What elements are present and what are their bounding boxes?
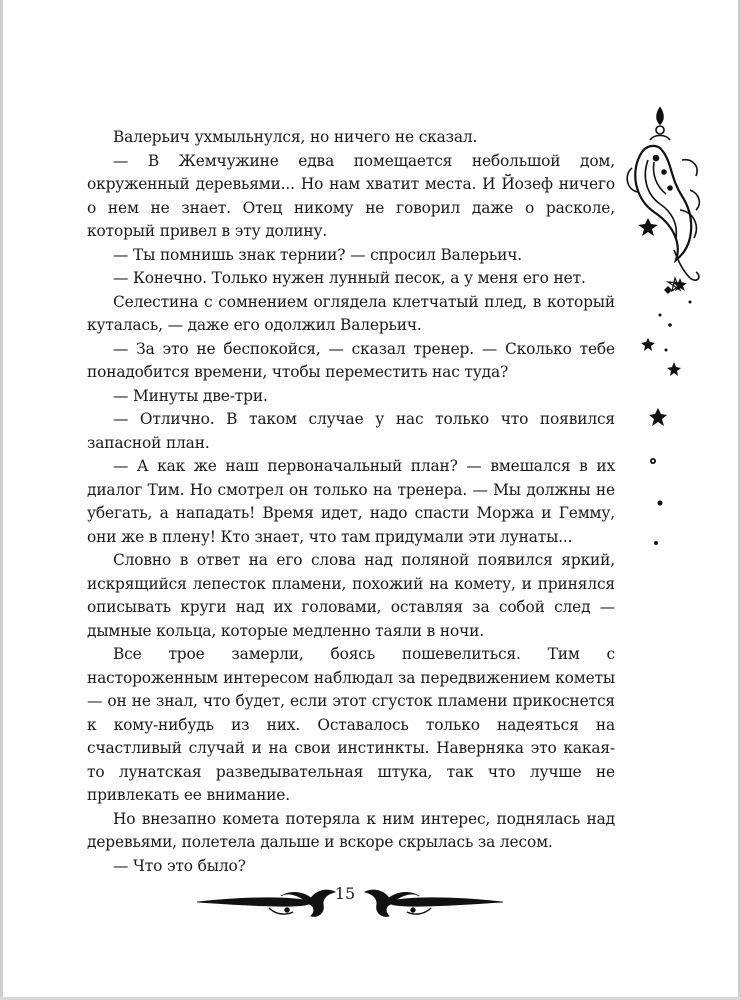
paragraph: — За это не беспокойся, — сказал тренер. — Сколько тебе понадобится времени, чтобы переместить нас туда?: [87, 339, 615, 381]
page-number: 15: [334, 884, 356, 903]
paragraph: — Отлично. В таком случае у нас только что появился запасной план.: [87, 410, 615, 452]
paragraph: — Что это было?: [113, 856, 246, 875]
paragraph: Селестина с сомнением оглядела клетчатый плед, в который куталась, — даже его одолжил Валерьич.: [87, 292, 615, 334]
paragraph: — Минуты две-три.: [113, 386, 268, 405]
paragraph: — В Жемчужине едва помещается небольшой дом, окруженный деревьями... Но нам хватит места. И Йозеф ничего о нем не знает. Отец никому не говорил даже о расколе, который привел в эту долину.: [87, 151, 615, 240]
paisley-ornament-icon: [620, 100, 720, 560]
paragraph: Но внезапно комета потеряла к ним интерес, поднялась над деревьями, полетела дальше и вскоре скрылась за лесом.: [87, 809, 615, 851]
paragraph: Валерьич ухмыльнулся, но ничего не сказал.: [113, 128, 478, 146]
paragraph: Все трое замерли, боясь пошевелиться. Тим с настороженным интересом наблюдал за передвижением кометы — он не знал, что будет, если этот сгусток пламени прикоснется к кому-нибудь из них. Оставалось только надеяться на счастливый случай и на свои инстинкты. Наверняка это какая-то лунатская разведывательная штука, так что лучше не привлекать ее внимание.: [87, 645, 615, 804]
page-border-left: [0, 0, 3, 1000]
paragraph: — Ты помнишь знак тернии? — спросил Валерьич.: [113, 245, 523, 264]
paragraph: — Конечно. Только нужен лунный песок, а у меня его нет.: [113, 269, 586, 287]
paragraph: — А как же наш первоначальный план? — вмешался в их диалог Тим. Но смотрел он только на тренера. — Мы должны не убегать, а нападать! Время идет, надо спасти Моржа и Гемму, они же в плену! Кто знает, что там придумали эти лунаты...: [87, 457, 615, 546]
paragraph: Словно в ответ на его слова над поляной появился яркий, искрящийся лепесток пламени, похожий на комету, и принялся описывать круги над их головами, оставляя за собой след — дымные кольца, которые медленно таяли в ночи.: [87, 551, 615, 640]
body-text: [87, 126, 615, 878]
